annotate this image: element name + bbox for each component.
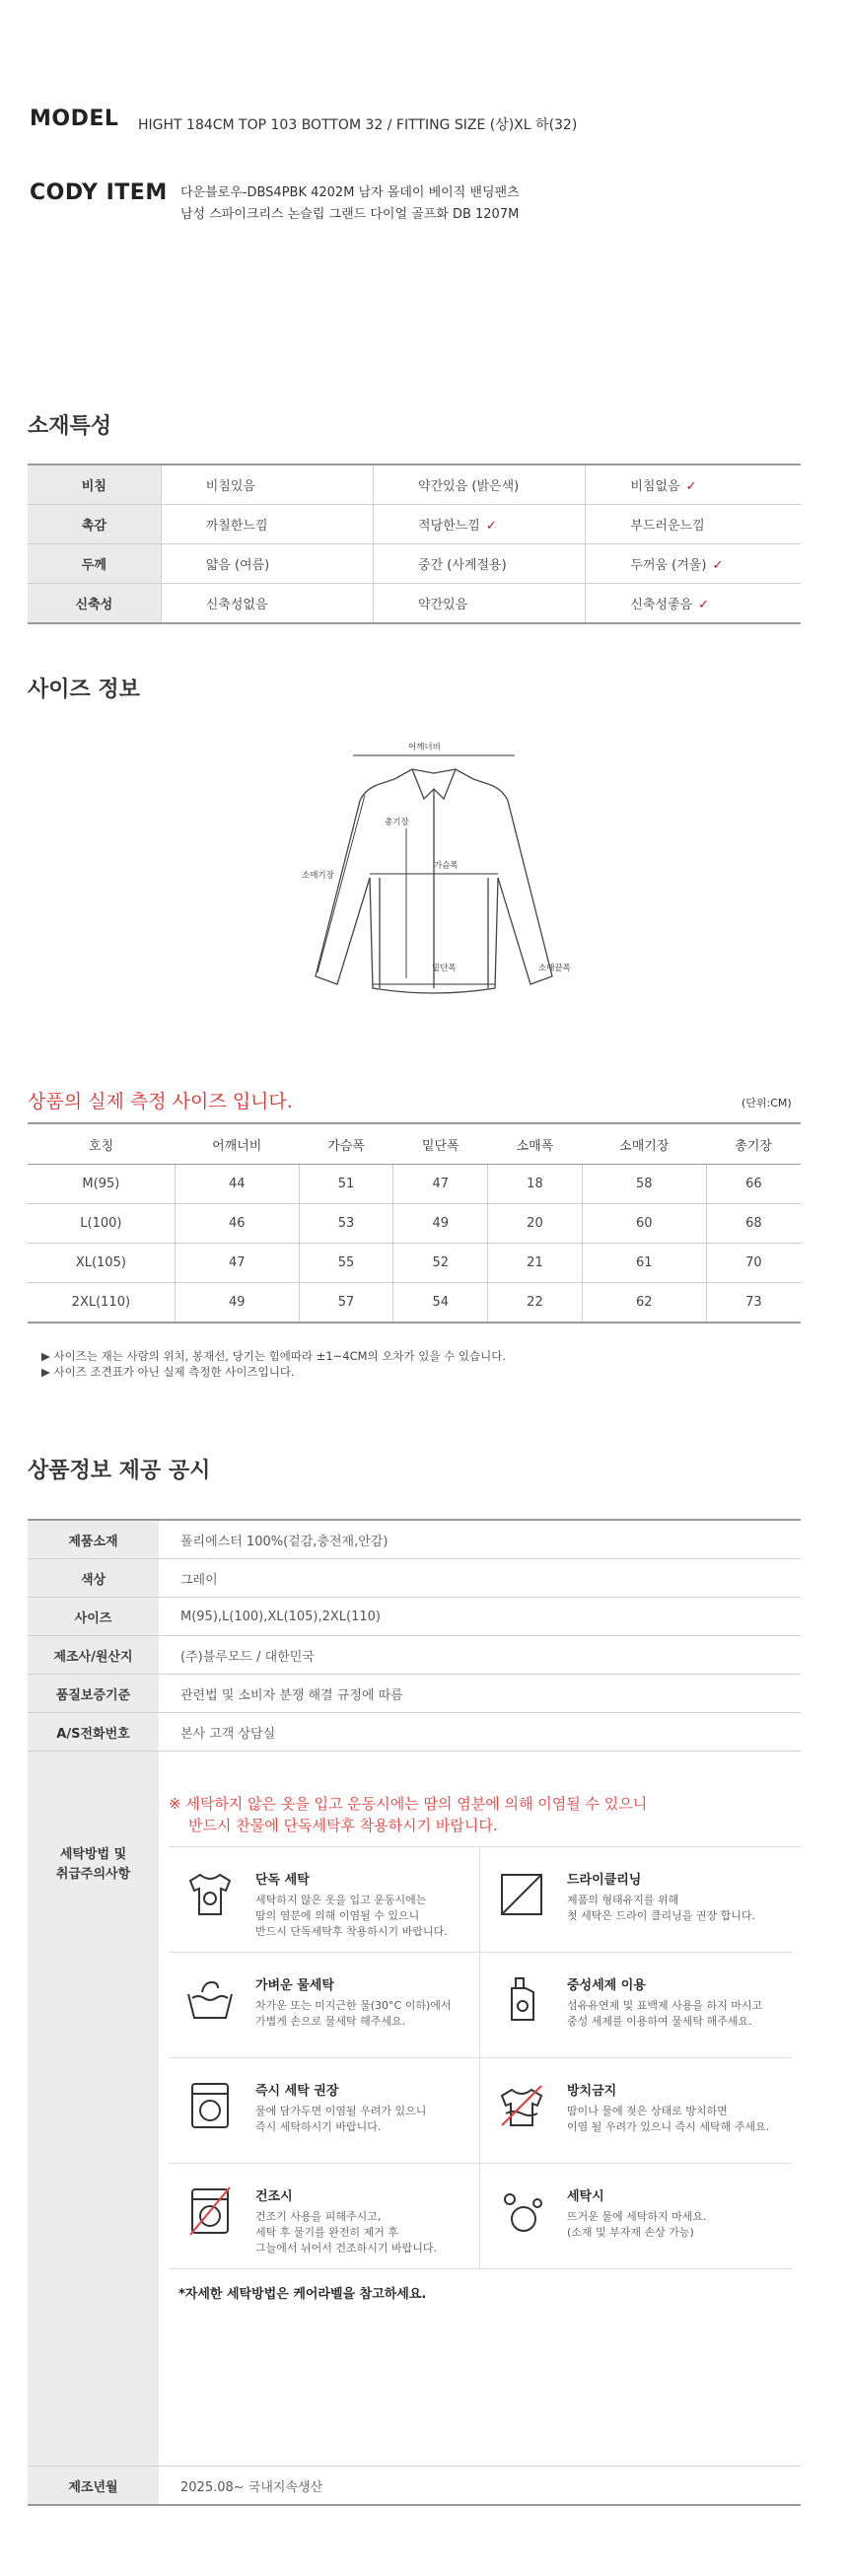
check-icon: ✓ bbox=[712, 558, 724, 573]
wash-label-line: 취급주의사항 bbox=[55, 1867, 131, 1882]
size-cell: 57 bbox=[299, 1283, 393, 1324]
notice-value: 관련법 및 소비자 분쟁 해결 규정에 따름 bbox=[159, 1675, 801, 1713]
care-title: 세탁시 bbox=[567, 2189, 604, 2204]
notice-key: 색상 bbox=[28, 1559, 159, 1598]
notice-key: 제조사/원산지 bbox=[28, 1636, 159, 1675]
washing-machine-icon bbox=[182, 2078, 238, 2133]
notice-key: A/S전화번호 bbox=[28, 1713, 159, 1752]
check-icon: ✓ bbox=[698, 598, 710, 612]
care-line: 제품의 형태유지를 위해 bbox=[567, 1894, 679, 1906]
size-cell: 21 bbox=[488, 1244, 583, 1283]
actual-size-title: 상품의 실제 측정 사이즈 입니다. bbox=[28, 1091, 293, 1112]
wash-warning-line: 반드시 찬물에 단독세탁후 착용하시기 바랍니다. bbox=[188, 1817, 498, 1834]
size-cell: XL(105) bbox=[28, 1244, 175, 1283]
cody-item-text bbox=[180, 182, 520, 226]
hand-wash-icon bbox=[182, 1972, 238, 2028]
care-line: 뜨거운 물에 세탁하지 마세요. bbox=[567, 2210, 707, 2223]
care-title: 가벼운 물세탁 bbox=[255, 1978, 334, 1993]
material-row bbox=[28, 465, 801, 505]
care-item bbox=[169, 1847, 480, 1953]
table-row bbox=[28, 1636, 801, 1675]
diagram-shoulder-label: 어깨너비 bbox=[408, 743, 441, 752]
size-cell: 49 bbox=[175, 1283, 299, 1324]
care-desc bbox=[567, 1998, 789, 2030]
material-row-name: 신축성 bbox=[28, 584, 161, 624]
material-option: 중간 (사계절용) bbox=[418, 558, 507, 573]
care-line: 땀이나 물에 젖은 상태로 방치하면 bbox=[567, 2105, 728, 2117]
table-row bbox=[28, 1244, 801, 1283]
table-row bbox=[28, 1165, 801, 1204]
wash-row bbox=[28, 1752, 801, 2467]
care-title: 방치금지 bbox=[567, 2084, 617, 2099]
cody-item-label: CODY ITEM bbox=[30, 180, 168, 205]
care-line: 땀의 염분에 의해 이염될 수 있으니 bbox=[255, 1909, 420, 1922]
care-line: 세탁하지 않은 옷을 입고 운동시에는 bbox=[255, 1894, 427, 1906]
diagram-hem-label: 밑단폭 bbox=[432, 964, 457, 973]
material-option: 비침있음 bbox=[205, 479, 255, 494]
size-cell: 51 bbox=[299, 1165, 393, 1204]
material-option: 두꺼움 (겨울) bbox=[630, 558, 707, 573]
care-line: 중성 세제를 이용하여 물세탁 해주세요. bbox=[567, 2015, 752, 2028]
care-line: (소재 및 부자재 손상 가능) bbox=[567, 2226, 694, 2239]
size-header: 호칭 bbox=[28, 1123, 175, 1165]
table-row bbox=[28, 1559, 801, 1598]
material-table bbox=[28, 464, 801, 624]
size-table bbox=[28, 1122, 801, 1324]
size-cell: 55 bbox=[299, 1244, 393, 1283]
care-line: 물에 담가두면 이염될 우려가 있으니 bbox=[255, 2105, 427, 2117]
care-line: 세탁 후 물기를 완전히 제거 후 bbox=[255, 2226, 398, 2239]
notice-value: 폴리에스터 100%(겉감,충전재,안감) bbox=[159, 1520, 801, 1559]
care-desc bbox=[255, 2104, 477, 2135]
size-cell: 49 bbox=[393, 1204, 488, 1244]
diagram-chest-label: 가슴폭 bbox=[434, 861, 459, 871]
wash-content bbox=[159, 1752, 801, 2467]
table-row bbox=[28, 2467, 801, 2506]
care-desc bbox=[255, 1893, 477, 1940]
size-cell: 22 bbox=[488, 1283, 583, 1324]
size-header: 어깨너비 bbox=[175, 1123, 299, 1165]
care-line: 즉시 세탁하시기 바랍니다. bbox=[255, 2120, 382, 2133]
size-header: 가슴폭 bbox=[299, 1123, 393, 1165]
size-cell: 20 bbox=[488, 1204, 583, 1244]
notice-key: 품질보증기준 bbox=[28, 1675, 159, 1713]
size-cell: 44 bbox=[175, 1165, 299, 1204]
check-icon: ✓ bbox=[685, 479, 697, 494]
size-cell: 66 bbox=[706, 1165, 801, 1204]
size-info-title: 사이즈 정보 bbox=[28, 678, 140, 702]
wash-warning bbox=[169, 1785, 801, 1836]
care-item bbox=[169, 1953, 480, 2058]
size-header-row bbox=[28, 1123, 801, 1165]
size-note: ▶ 사이즈는 재는 사람의 위치, 봉재선, 당기는 힘에따라 ±1~4CM의 오차가 있을 수 있습니다. bbox=[41, 1349, 507, 1363]
size-cell: 68 bbox=[706, 1204, 801, 1244]
care-item bbox=[169, 2164, 480, 2269]
care-line: 그늘에서 뉘어서 건조하시기 바랍니다. bbox=[255, 2242, 438, 2254]
size-header: 총기장 bbox=[706, 1123, 801, 1165]
notice-value: 2025.08~ 국내지속생산 bbox=[159, 2467, 801, 2506]
care-desc bbox=[567, 2104, 789, 2135]
material-row-name: 촉감 bbox=[28, 505, 161, 544]
size-cell: 18 bbox=[488, 1165, 583, 1204]
cody-item-line1: 다운블로우-DBS4PBK 4202M 남자 몰데이 베이직 밴딩팬츠 bbox=[180, 185, 520, 200]
size-cell: 58 bbox=[582, 1165, 706, 1204]
size-cell: M(95) bbox=[28, 1165, 175, 1204]
dry-clean-icon bbox=[494, 1867, 549, 1922]
size-cell: 73 bbox=[706, 1283, 801, 1324]
care-title: 단독 세탁 bbox=[255, 1873, 310, 1888]
care-desc bbox=[567, 1893, 789, 1924]
material-option: 신축성없음 bbox=[205, 598, 268, 612]
material-row bbox=[28, 544, 801, 584]
table-row bbox=[28, 1204, 801, 1244]
material-option: 얇음 (여름) bbox=[205, 558, 270, 573]
care-line: 이염 될 우려가 있으니 즉시 세탁해 주세요. bbox=[567, 2120, 770, 2133]
no-soak-icon bbox=[494, 2078, 549, 2133]
notice-value: M(95),L(100),XL(105),2XL(110) bbox=[159, 1598, 801, 1636]
care-item bbox=[480, 1953, 792, 2058]
bubbles-icon bbox=[494, 2183, 549, 2239]
wash-label-line: 세탁방법 및 bbox=[59, 1847, 127, 1862]
care-title: 건조시 bbox=[255, 2189, 293, 2204]
material-row bbox=[28, 505, 801, 544]
material-option: 약간있음 bbox=[418, 598, 468, 612]
diagram-length-label: 총기장 bbox=[385, 818, 409, 827]
notice-value: 본사 고객 상담실 bbox=[159, 1713, 801, 1752]
material-option: 까칠한느낌 bbox=[205, 519, 268, 534]
care-line: 반드시 단독세탁후 착용하시기 바랍니다. bbox=[255, 1925, 448, 1938]
care-line: 차가운 또는 미지근한 물(30°C 이하)에서 bbox=[255, 1999, 452, 2012]
material-option: 비침없음 bbox=[630, 479, 680, 494]
care-item bbox=[480, 2058, 792, 2164]
care-title: 즉시 세탁 권장 bbox=[255, 2084, 339, 2099]
size-header: 소매폭 bbox=[488, 1123, 583, 1165]
tshirt-wash-icon bbox=[182, 1867, 238, 1922]
care-footnote: *자세한 세탁방법은 케어라벨을 참고하세요. bbox=[178, 2287, 427, 2302]
notice-key: 제품소재 bbox=[28, 1520, 159, 1559]
care-line: 첫 세탁은 드라이 클리닝을 권장 합니다. bbox=[567, 1909, 755, 1922]
care-item bbox=[480, 1847, 792, 1953]
size-cell: 47 bbox=[393, 1165, 488, 1204]
care-line: 가볍게 손으로 물세탁 해주세요. bbox=[255, 2015, 406, 2028]
notice-key: 제조년월 bbox=[28, 2467, 159, 2506]
size-cell: 46 bbox=[175, 1204, 299, 1244]
size-header: 소매기장 bbox=[582, 1123, 706, 1165]
notice-title: 상품정보 제공 공시 bbox=[28, 1459, 211, 1483]
diagram-cuff-label: 소매끝폭 bbox=[538, 964, 571, 973]
size-header: 밑단폭 bbox=[393, 1123, 488, 1165]
size-cell: L(100) bbox=[28, 1204, 175, 1244]
wash-label bbox=[28, 1752, 159, 2467]
care-desc bbox=[567, 2209, 789, 2241]
material-row-name: 두께 bbox=[28, 544, 161, 584]
size-cell: 70 bbox=[706, 1244, 801, 1283]
care-line: 섬유유연제 및 표백제 사용을 하지 마시고 bbox=[567, 1999, 763, 2012]
notice-value: (주)블루모드 / 대한민국 bbox=[159, 1636, 801, 1675]
check-icon: ✓ bbox=[485, 519, 497, 534]
table-row bbox=[28, 1713, 801, 1752]
material-option: 적당한느낌 bbox=[418, 519, 480, 534]
notice-key: 사이즈 bbox=[28, 1598, 159, 1636]
size-cell: 61 bbox=[582, 1244, 706, 1283]
size-cell: 47 bbox=[175, 1244, 299, 1283]
size-cell: 54 bbox=[393, 1283, 488, 1324]
care-title: 중성세제 이용 bbox=[567, 1978, 646, 1993]
table-row bbox=[28, 1598, 801, 1636]
size-cell: 60 bbox=[582, 1204, 706, 1244]
unit-label: (단위:CM) bbox=[742, 1097, 792, 1109]
wash-warning-line: ※ 세탁하지 않은 옷을 입고 운동시에는 땀의 염분에 의해 이염될 수 있으니 bbox=[169, 1795, 648, 1813]
care-title: 드라이클리닝 bbox=[567, 1873, 642, 1888]
material-option: 신축성좋음 bbox=[630, 598, 693, 612]
care-desc bbox=[255, 1998, 477, 2030]
size-cell: 53 bbox=[299, 1204, 393, 1244]
cody-item-line2: 남성 스파이크리스 논슬립 그랜드 다이얼 골프화 DB 1207M bbox=[180, 207, 520, 222]
table-row bbox=[28, 1675, 801, 1713]
table-row bbox=[28, 1520, 801, 1559]
size-note: ▶ 사이즈 조견표가 아닌 실제 측정한 사이즈입니다. bbox=[41, 1365, 295, 1379]
material-row bbox=[28, 584, 801, 624]
care-line: 건조기 사용을 피해주시고, bbox=[255, 2210, 382, 2223]
diagram-sleeve-label: 소매기장 bbox=[302, 871, 334, 881]
model-text: HIGHT 184CM TOP 103 BOTTOM 32 / FITTING SIZE (상)XL 하(32) bbox=[138, 117, 578, 133]
size-cell: 62 bbox=[582, 1283, 706, 1324]
care-item bbox=[480, 2164, 792, 2269]
material-option: 약간있음 (밝은색) bbox=[418, 479, 520, 494]
care-item bbox=[169, 2058, 480, 2164]
jacket-diagram bbox=[286, 730, 582, 1006]
detergent-icon bbox=[494, 1972, 549, 2028]
material-title: 소재특성 bbox=[28, 414, 112, 439]
material-row-name: 비침 bbox=[28, 465, 161, 505]
model-label: MODEL bbox=[30, 107, 119, 131]
material-option: 부드러운느낌 bbox=[630, 519, 705, 534]
table-row bbox=[28, 1283, 801, 1324]
size-notes bbox=[41, 1348, 506, 1380]
no-dryer-icon bbox=[182, 2183, 238, 2239]
notice-value: 그레이 bbox=[159, 1559, 801, 1598]
notice-table bbox=[28, 1519, 801, 2506]
size-cell: 2XL(110) bbox=[28, 1283, 175, 1324]
care-grid bbox=[169, 1846, 801, 2269]
care-desc bbox=[255, 2209, 477, 2256]
size-cell: 52 bbox=[393, 1244, 488, 1283]
